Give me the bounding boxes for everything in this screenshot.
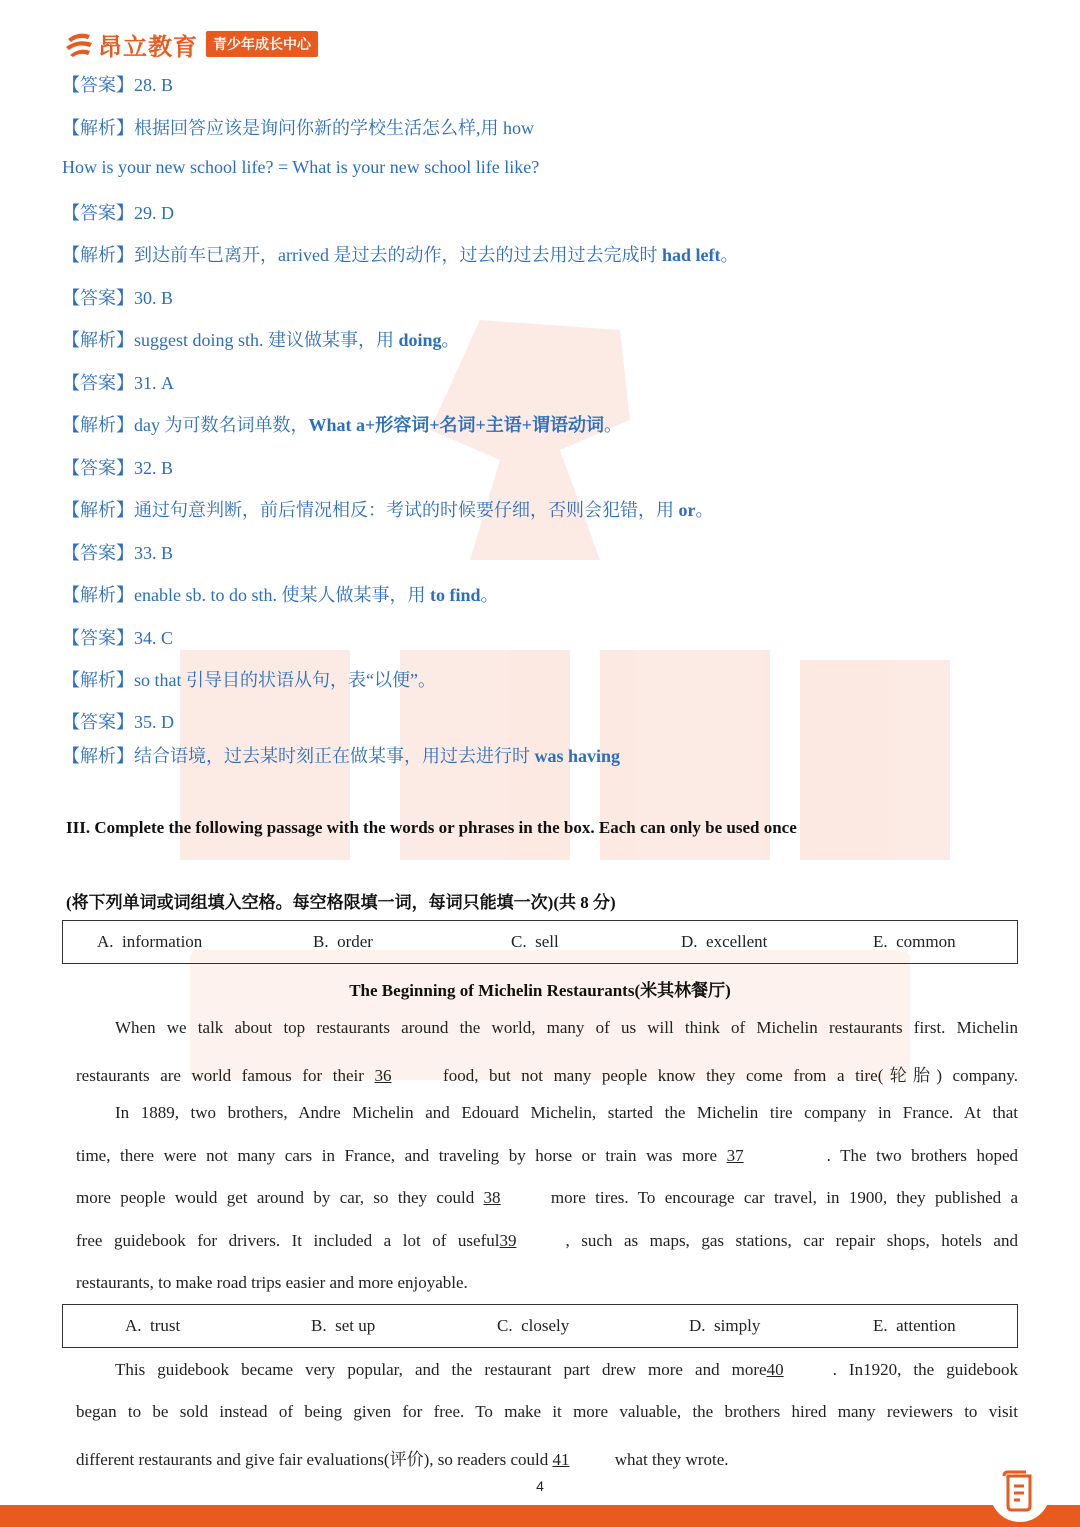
word-option: B. set up: [311, 1316, 376, 1335]
passage-line: This guidebook became very popular, and the restaurant part drew more and more40 . In1920, the guidebook: [115, 1360, 1018, 1379]
analysis-29: 【解析】到达前车已离开，arrived 是过去的动作，过去的过去用过去完成时 had left。: [62, 245, 739, 265]
blank-40[interactable]: 40: [766, 1360, 784, 1379]
passage-line: more people would get around by car, so they could 38 more tires. To encourage car travel, in 1900, they published a: [76, 1188, 1018, 1207]
blank-39[interactable]: 39: [499, 1231, 517, 1250]
answer-34: 【答案】34. C: [62, 628, 174, 648]
brand-logo: [64, 28, 318, 60]
answer-28: 【答案】28. B: [62, 75, 174, 95]
word-option: A. information: [97, 932, 203, 951]
analysis-32: 【解析】通过句意判断，前后情况相反：考试的时候要仔细，否则会犯错，用 or。: [62, 500, 714, 520]
word-option: E. common: [873, 932, 956, 951]
word-option: D. excellent: [681, 932, 768, 951]
passage-line: In 1889, two brothers, Andre Michelin and Edouard Michelin, started the Michelin tire company in France. At that: [115, 1103, 1018, 1122]
analysis-30: 【解析】suggest doing sth. 建议做某事，用 doing。: [62, 330, 460, 350]
logo-text: 昂立教育: [98, 32, 198, 61]
passage-line: began to be sold instead of being given for free. To make it more valuable, the brothers hired many reviewers to visit: [76, 1402, 1018, 1421]
answer-31: 【答案】31. A: [62, 373, 174, 393]
analysis-28: 【解析】根据回答应该是询问你新的学校生活怎么样,用 how: [62, 118, 534, 138]
section-subtitle: (将下列单词或词组填入空格。每空格限填一词，每词只能填一次)(共 8 分): [66, 893, 616, 912]
page-number: 4: [536, 1478, 544, 1494]
section-title: III. Complete the following passage with the words or phrases in the box. Each can only be used once: [66, 818, 797, 837]
analysis-28-example: How is your new school life? = What is your new school life like?: [62, 157, 540, 177]
analysis-35: 【解析】结合语境，过去某时刻正在做某事，用过去进行时 was having: [62, 746, 621, 766]
passage-line: When we talk about top restaurants around the world, many of us will think of Michelin restaurants first. Michelin: [115, 1018, 1018, 1037]
blank-36[interactable]: 36: [374, 1066, 392, 1085]
word-option: A. trust: [125, 1316, 181, 1335]
analysis-34: 【解析】so that 引导目的状语从句，表“以便”。: [62, 670, 436, 690]
answer-35: 【答案】35. D: [62, 712, 174, 732]
footer-bar: [0, 1505, 1080, 1527]
passage-line: time, there were not many cars in France, and traveling by horse or train was more 37 . The two brothers hoped: [76, 1146, 1019, 1165]
word-option: C. closely: [497, 1316, 570, 1335]
answer-29: 【答案】29. D: [62, 203, 174, 223]
passage-title: The Beginning of Michelin Restaurants(米其林餐厅): [349, 981, 731, 1000]
word-box-1: [62, 920, 1018, 964]
passage-line: different restaurants and give fair evaluations(评价), so readers could 41 what they wrote.: [76, 1450, 729, 1469]
blank-37[interactable]: 37: [726, 1146, 744, 1165]
passage-line: restaurants are world famous for their 36 food, but not many people know they come from a tire(轮胎) company.: [76, 1066, 1019, 1085]
answer-32: 【答案】32. B: [62, 458, 174, 478]
document-icon: [990, 1462, 1050, 1522]
analysis-33: 【解析】enable sb. to do sth. 使某人做某事，用 to find。: [62, 585, 499, 605]
analysis-31: 【解析】day 为可数名词单数，What a+形容词+名词+主语+谓语动词。: [62, 415, 623, 435]
blank-41[interactable]: 41: [552, 1450, 570, 1469]
passage-line: restaurants, to make road trips easier and more enjoyable.: [76, 1273, 468, 1292]
blank-38[interactable]: 38: [483, 1188, 501, 1207]
logo-icon: [64, 29, 94, 59]
word-option: E. attention: [873, 1316, 956, 1335]
answer-30: 【答案】30. B: [62, 288, 174, 308]
logo-badge: 青少年成长中心: [206, 31, 318, 57]
word-option: B. order: [313, 932, 373, 951]
word-option: C. sell: [511, 932, 559, 951]
word-option: D. simply: [689, 1316, 761, 1335]
word-box-2: [62, 1304, 1018, 1348]
answer-33: 【答案】33. B: [62, 543, 174, 563]
passage-line: free guidebook for drivers. It included a lot of useful39 , such as maps, gas stations, car repair shops, hotels and: [76, 1231, 1018, 1250]
